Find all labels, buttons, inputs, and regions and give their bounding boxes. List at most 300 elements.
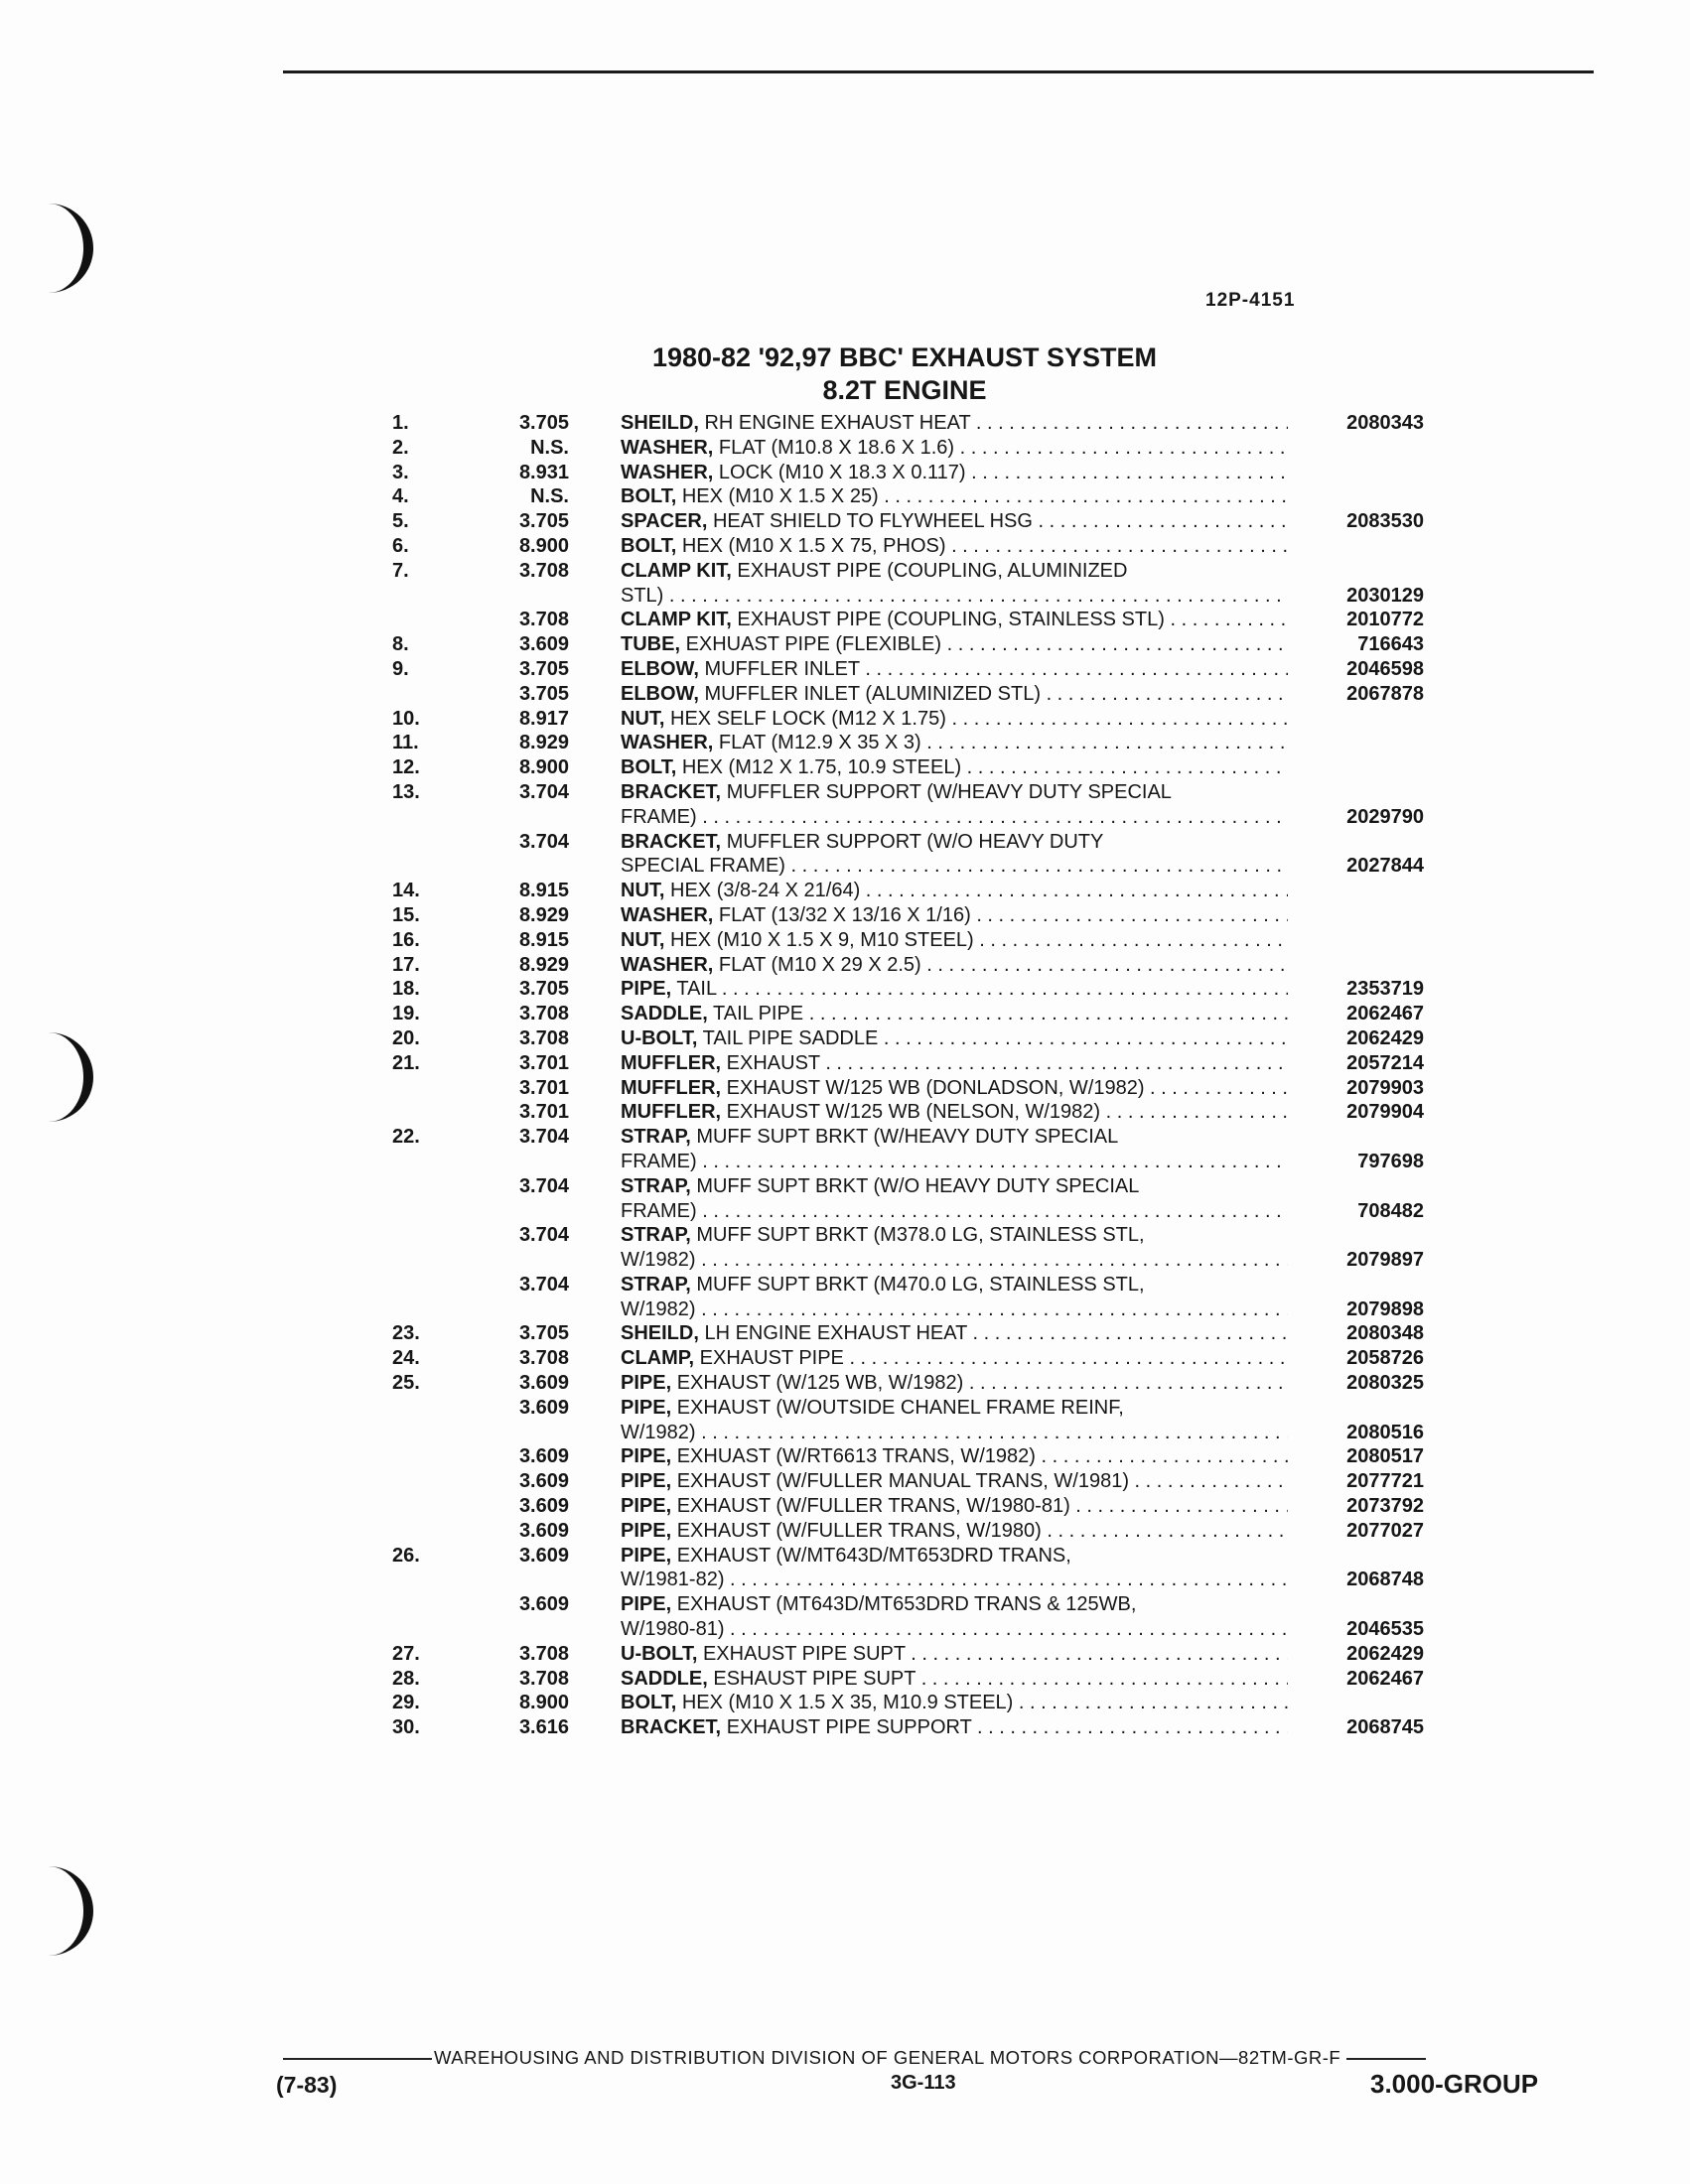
part-description-text: HEX (M10 X 1.5 X 75, PHOS) [681, 534, 946, 557]
part-row [392, 1494, 1445, 1519]
part-number: 2068745 [1346, 1716, 1424, 1739]
part-description-text: TAIL PIPE [713, 1003, 804, 1025]
part-number: 2077721 [1346, 1470, 1424, 1493]
top-rule [283, 70, 1594, 73]
group-number: 3.609 [518, 633, 569, 656]
part-description [621, 1174, 1288, 1199]
part-row [392, 1321, 1445, 1346]
part-description [621, 436, 1288, 461]
item-number: 4. [392, 485, 409, 508]
group-number: 3.705 [518, 510, 569, 533]
part-name: WASHER, [621, 461, 714, 483]
group-number: 8.900 [518, 1692, 569, 1714]
group-number: 3.609 [518, 1372, 569, 1395]
part-name: STRAP, [621, 1273, 691, 1296]
part-number: 2083530 [1346, 510, 1424, 533]
part-number: 2080325 [1346, 1372, 1424, 1395]
part-row [392, 584, 1445, 609]
part-description-text: EXHAUST PIPE [699, 1347, 844, 1370]
part-number: 2062429 [1346, 1026, 1424, 1049]
part-description [621, 1026, 1288, 1051]
part-description [621, 1002, 1288, 1026]
part-row [392, 1002, 1445, 1026]
part-row [392, 928, 1445, 953]
part-number: 2079903 [1346, 1076, 1424, 1099]
part-name: U-BOLT, [621, 1026, 698, 1049]
part-name: PIPE, [621, 1495, 672, 1518]
parts-list [392, 411, 1445, 1740]
part-number: 2079897 [1346, 1249, 1424, 1272]
part-name: STRAP, [621, 1224, 691, 1247]
part-row [392, 1297, 1445, 1322]
part-number: 2027844 [1346, 855, 1424, 878]
part-description-text: W/1982) [621, 1297, 696, 1320]
part-description [621, 1667, 1288, 1692]
part-row [392, 657, 1445, 682]
part-row [392, 1150, 1445, 1174]
part-description-text: FRAME) [621, 1150, 697, 1172]
part-row [392, 1125, 1445, 1150]
part-row [392, 1519, 1445, 1544]
item-number: 30. [392, 1716, 420, 1739]
group-number: 3.609 [518, 1544, 569, 1567]
part-row [392, 977, 1445, 1002]
item-number: 14. [392, 880, 420, 902]
part-number: 2029790 [1346, 805, 1424, 828]
part-number: 2030129 [1346, 584, 1424, 607]
group-number: 3.609 [518, 1445, 569, 1468]
part-description [621, 830, 1288, 855]
part-description [621, 632, 1288, 657]
part-row [392, 1223, 1445, 1248]
part-description [621, 1691, 1288, 1715]
part-name: PIPE, [621, 1445, 672, 1468]
part-number: 2046598 [1346, 657, 1424, 680]
binder-hole-bottom [40, 1866, 93, 1956]
part-number: 2010772 [1346, 609, 1424, 631]
part-name: BRACKET, [621, 1716, 722, 1739]
part-name: SPACER, [621, 510, 708, 533]
part-description [621, 1321, 1288, 1346]
part-row [392, 1076, 1445, 1101]
group-number: 3.701 [518, 1076, 569, 1099]
item-number: 25. [392, 1372, 420, 1395]
part-number: 2057214 [1346, 1051, 1424, 1074]
footer-rule-left [283, 2058, 432, 2060]
part-description-text: FLAT (M12.9 X 35 X 3) [718, 732, 921, 754]
part-description [621, 977, 1288, 1002]
group-number: 3.609 [518, 1396, 569, 1419]
part-row [392, 1051, 1445, 1076]
group-number: 3.708 [518, 559, 569, 582]
part-row [392, 436, 1445, 461]
part-name: BRACKET, [621, 830, 722, 853]
part-description [621, 461, 1288, 485]
item-number: 12. [392, 756, 420, 779]
page-subtitle: 8.2T ENGINE [822, 375, 987, 405]
part-description-text: HEX (M10 X 1.5 X 9, M10 STEEL) [670, 928, 974, 951]
part-description-text: MUFF SUPT BRKT (M470.0 LG, STAINLESS STL, [696, 1273, 1145, 1296]
part-description [621, 1371, 1288, 1396]
item-number: 22. [392, 1126, 420, 1149]
group-number: 3.704 [518, 1273, 569, 1296]
part-row [392, 1691, 1445, 1715]
item-number: 27. [392, 1642, 420, 1665]
item-number: 24. [392, 1347, 420, 1370]
part-description-text: EXHAUST (W/FULLER MANUAL TRANS, W/1981) [676, 1470, 1129, 1493]
part-row [392, 755, 1445, 780]
part-description-text: W/1982) [621, 1249, 696, 1272]
part-description [621, 879, 1288, 903]
part-name: WASHER, [621, 903, 714, 926]
footer-page-number: 3G-113 [891, 2072, 956, 2094]
group-number: 3.705 [518, 682, 569, 705]
part-name: MUFFLER, [621, 1101, 722, 1124]
part-name: U-BOLT, [621, 1642, 698, 1665]
part-description-text: HEX (M10 X 1.5 X 25) [681, 485, 879, 508]
part-description-text: HEX (3/8-24 X 21/64) [670, 880, 861, 902]
part-description [621, 1444, 1288, 1469]
item-number: 3. [392, 461, 409, 483]
part-number: 2058726 [1346, 1347, 1424, 1370]
part-description [621, 928, 1288, 953]
part-name: BOLT, [621, 485, 677, 508]
part-description [621, 1150, 1288, 1174]
part-row [392, 1371, 1445, 1396]
part-description [621, 411, 1288, 436]
part-name: TUBE, [621, 633, 680, 656]
group-number: 8.931 [518, 461, 569, 483]
part-description-text: EXHAUST PIPE (COUPLING, ALUMINIZED [737, 559, 1128, 582]
group-number: 8.929 [518, 953, 569, 976]
part-description [621, 1051, 1288, 1076]
group-number: 8.915 [518, 880, 569, 902]
part-description-text: EXHAUST (MT643D/MT653DRD TRANS & 125WB, [676, 1593, 1137, 1616]
part-description-text: HEAT SHIELD TO FLYWHEEL HSG [712, 510, 1033, 533]
part-description [621, 903, 1288, 928]
part-description [621, 1100, 1288, 1125]
group-number: 3.705 [518, 657, 569, 680]
part-description-text: TAIL [676, 978, 717, 1001]
part-row [392, 780, 1445, 805]
item-number: 19. [392, 1003, 420, 1025]
part-name: NUT, [621, 928, 665, 951]
part-number: 2079898 [1346, 1297, 1424, 1320]
part-description [621, 1125, 1288, 1150]
part-description [621, 509, 1288, 534]
part-description [621, 731, 1288, 755]
group-number: 3.609 [518, 1593, 569, 1616]
part-row [392, 1199, 1445, 1224]
group-number: N.S. [530, 485, 569, 508]
part-row [392, 1469, 1445, 1494]
part-description [621, 1617, 1288, 1642]
part-description [621, 953, 1288, 978]
group-number: 8.929 [518, 903, 569, 926]
group-number: 3.708 [518, 1667, 569, 1690]
part-description-text: EXHAUST (W/FULLER TRANS, W/1980) [676, 1519, 1042, 1542]
part-description-text: EXHAUST (W/MT643D/MT653DRD TRANS, [676, 1544, 1071, 1567]
item-number: 26. [392, 1544, 420, 1567]
footer-date: (7-83) [276, 2072, 338, 2098]
part-name: SADDLE, [621, 1003, 708, 1025]
item-number: 15. [392, 903, 420, 926]
page-code: 12P-4151 [1205, 290, 1296, 311]
part-description [621, 608, 1288, 632]
part-row [392, 805, 1445, 830]
part-name: BOLT, [621, 534, 677, 557]
part-description-text: FLAT (M10 X 29 X 2.5) [718, 953, 921, 976]
group-number: 3.708 [518, 1642, 569, 1665]
part-row [392, 632, 1445, 657]
part-description [621, 1544, 1288, 1569]
part-row [392, 879, 1445, 903]
part-description [621, 1568, 1288, 1592]
binder-hole-top [40, 204, 93, 293]
part-description [621, 780, 1288, 805]
part-description-text: HEX (M10 X 1.5 X 35, M10.9 STEEL) [681, 1692, 1014, 1714]
group-number: 3.609 [518, 1495, 569, 1518]
part-description [621, 1248, 1288, 1273]
part-row [392, 484, 1445, 509]
part-name: PIPE, [621, 1470, 672, 1493]
part-description-text: W/1981-82) [621, 1569, 725, 1591]
part-name: PIPE, [621, 978, 672, 1001]
part-description-text: W/1982) [621, 1421, 696, 1443]
part-row [392, 509, 1445, 534]
part-number: 2079904 [1346, 1101, 1424, 1124]
part-description [621, 1469, 1288, 1494]
part-description [621, 534, 1288, 559]
part-name: SADDLE, [621, 1667, 708, 1690]
part-description-text: MUFF SUPT BRKT (M378.0 LG, STAINLESS STL, [696, 1224, 1145, 1247]
part-number: 2080517 [1346, 1445, 1424, 1468]
part-description-text: STL) [621, 584, 664, 607]
part-name: PIPE, [621, 1372, 672, 1395]
group-number: 3.704 [518, 1126, 569, 1149]
part-description [621, 682, 1288, 707]
part-description-text: HEX SELF LOCK (M12 X 1.75) [670, 707, 946, 730]
footer-rule-right [1346, 2058, 1426, 2060]
part-name: ELBOW, [621, 682, 699, 705]
binder-hole-middle [40, 1032, 93, 1122]
part-row [392, 1642, 1445, 1667]
part-description-text: EXHAUST [726, 1051, 820, 1074]
part-description [621, 805, 1288, 830]
part-description [621, 755, 1288, 780]
part-row [392, 707, 1445, 732]
part-description-text: FLAT (13/32 X 13/16 X 1/16) [718, 903, 971, 926]
part-description-text: EXHAUST W/125 WB (DONLADSON, W/1982) [726, 1076, 1145, 1099]
group-number: 3.705 [518, 412, 569, 434]
part-description [621, 1199, 1288, 1224]
item-number: 5. [392, 510, 409, 533]
item-number: 13. [392, 780, 420, 803]
footer-division-line [283, 2047, 1574, 2071]
part-description [621, 1494, 1288, 1519]
part-name: CLAMP, [621, 1347, 695, 1370]
part-row [392, 731, 1445, 755]
part-name: NUT, [621, 707, 665, 730]
part-description-text: MUFF SUPT BRKT (W/O HEAVY DUTY SPECIAL [696, 1174, 1140, 1197]
group-number: 3.704 [518, 830, 569, 853]
part-name: WASHER, [621, 953, 714, 976]
part-description-text: EXHAUST PIPE SUPT [702, 1642, 906, 1665]
group-number: 3.708 [518, 1347, 569, 1370]
part-description [621, 1396, 1288, 1421]
part-description-text: FLAT (M10.8 X 18.6 X 1.6) [718, 436, 955, 459]
part-name: PIPE, [621, 1593, 672, 1616]
part-name: STRAP, [621, 1126, 691, 1149]
part-row [392, 1248, 1445, 1273]
page-title: 1980-82 '92,97 BBC' EXHAUST SYSTEM [651, 342, 1158, 372]
part-description-text: ESHAUST PIPE SUPT [713, 1667, 916, 1690]
item-number: 9. [392, 657, 409, 680]
part-description-text: EXHAUST W/125 WB (NELSON, W/1982) [726, 1101, 1101, 1124]
group-number: 3.701 [518, 1051, 569, 1074]
group-number: 3.704 [518, 780, 569, 803]
part-row [392, 1174, 1445, 1199]
part-number: 2067878 [1346, 682, 1424, 705]
part-name: STRAP, [621, 1174, 691, 1197]
group-number: 3.705 [518, 978, 569, 1001]
part-description-text: EXHAUST (W/125 WB, W/1982) [676, 1372, 964, 1395]
part-number: 2046535 [1346, 1618, 1424, 1641]
part-name: SHEILD, [621, 412, 699, 434]
group-number: 3.708 [518, 609, 569, 631]
part-row [392, 854, 1445, 879]
item-number: 16. [392, 928, 420, 951]
group-number: 3.609 [518, 1519, 569, 1542]
part-row [392, 1026, 1445, 1051]
part-number: 2068748 [1346, 1569, 1424, 1591]
group-number: 8.929 [518, 732, 569, 754]
part-description [621, 1273, 1288, 1297]
part-row [392, 682, 1445, 707]
part-number: 2077027 [1346, 1519, 1424, 1542]
part-row [392, 953, 1445, 978]
part-number: 716643 [1357, 633, 1424, 656]
item-number: 1. [392, 412, 409, 434]
part-description [621, 1297, 1288, 1322]
item-number: 23. [392, 1322, 420, 1345]
item-number: 21. [392, 1051, 420, 1074]
part-row [392, 1444, 1445, 1469]
part-description-text: TAIL PIPE SADDLE [702, 1026, 879, 1049]
part-row [392, 559, 1445, 584]
part-description [621, 1642, 1288, 1667]
part-number: 2080348 [1346, 1322, 1424, 1345]
part-row [392, 1617, 1445, 1642]
part-number: 2080516 [1346, 1421, 1424, 1443]
part-description-text: MUFFLER SUPPORT (W/O HEAVY DUTY [726, 830, 1104, 853]
part-description-text: EXHUAST (W/RT6613 TRANS, W/1982) [676, 1445, 1036, 1468]
footer-group: 3.000-GROUP [1370, 2069, 1539, 2099]
part-number: 2073792 [1346, 1495, 1424, 1518]
part-description [621, 657, 1288, 682]
part-row [392, 534, 1445, 559]
part-description-text: EXHUAST PIPE (FLEXIBLE) [685, 633, 942, 656]
group-number: 8.917 [518, 707, 569, 730]
item-number: 29. [392, 1692, 420, 1714]
part-description [621, 1519, 1288, 1544]
part-description-text: LH ENGINE EXHAUST HEAT [704, 1322, 967, 1345]
part-name: PIPE, [621, 1544, 672, 1567]
part-description-text: FRAME) [621, 805, 697, 828]
group-number: 3.708 [518, 1003, 569, 1025]
part-row [392, 1100, 1445, 1125]
part-number: 2062467 [1346, 1003, 1424, 1025]
part-number: 2062429 [1346, 1642, 1424, 1665]
part-description [621, 707, 1288, 732]
group-number: 3.701 [518, 1101, 569, 1124]
part-description-text: SPECIAL FRAME) [621, 855, 785, 878]
part-description [621, 1592, 1288, 1617]
part-row [392, 1396, 1445, 1421]
part-number: 708482 [1357, 1199, 1424, 1222]
item-number: 17. [392, 953, 420, 976]
part-name: ELBOW, [621, 657, 699, 680]
part-description [621, 584, 1288, 609]
part-description [621, 854, 1288, 879]
part-number: 797698 [1357, 1150, 1424, 1172]
part-name: PIPE, [621, 1519, 672, 1542]
part-description-text: W/1980-81) [621, 1618, 725, 1641]
part-name: MUFFLER, [621, 1051, 722, 1074]
item-number: 2. [392, 436, 409, 459]
group-number: 3.609 [518, 1470, 569, 1493]
item-number: 20. [392, 1026, 420, 1049]
group-number: 8.900 [518, 534, 569, 557]
part-name: MUFFLER, [621, 1076, 722, 1099]
part-name: CLAMP KIT, [621, 609, 732, 631]
item-number: 6. [392, 534, 409, 557]
group-number: 3.616 [518, 1716, 569, 1739]
group-number: 8.900 [518, 756, 569, 779]
part-number: 2062467 [1346, 1667, 1424, 1690]
part-name: PIPE, [621, 1396, 672, 1419]
part-row [392, 461, 1445, 485]
part-number: 2080343 [1346, 412, 1424, 434]
part-description-text: FRAME) [621, 1199, 697, 1222]
part-description-text: HEX (M12 X 1.75, 10.9 STEEL) [681, 756, 962, 779]
part-description [621, 1076, 1288, 1101]
part-row [392, 903, 1445, 928]
part-description-text: EXHAUST (W/FULLER TRANS, W/1980-81) [676, 1495, 1070, 1518]
part-row [392, 1346, 1445, 1371]
part-description [621, 559, 1288, 584]
part-row [392, 411, 1445, 436]
item-number: 11. [392, 732, 419, 754]
part-description [621, 1346, 1288, 1371]
part-description-text: EXHAUST (W/OUTSIDE CHANEL FRAME REINF, [676, 1396, 1124, 1419]
part-description [621, 1421, 1288, 1445]
group-number: 3.704 [518, 1174, 569, 1197]
part-number: 2353719 [1346, 978, 1424, 1001]
part-row [392, 1568, 1445, 1592]
part-name: WASHER, [621, 732, 714, 754]
part-row [392, 1667, 1445, 1692]
part-row [392, 608, 1445, 632]
part-row [392, 1592, 1445, 1617]
part-name: SHEILD, [621, 1322, 699, 1345]
part-description-text: RH ENGINE EXHAUST HEAT [704, 412, 971, 434]
item-number: 18. [392, 978, 420, 1001]
part-row [392, 1715, 1445, 1740]
part-row [392, 1421, 1445, 1445]
part-description [621, 1715, 1288, 1740]
group-number: 8.915 [518, 928, 569, 951]
